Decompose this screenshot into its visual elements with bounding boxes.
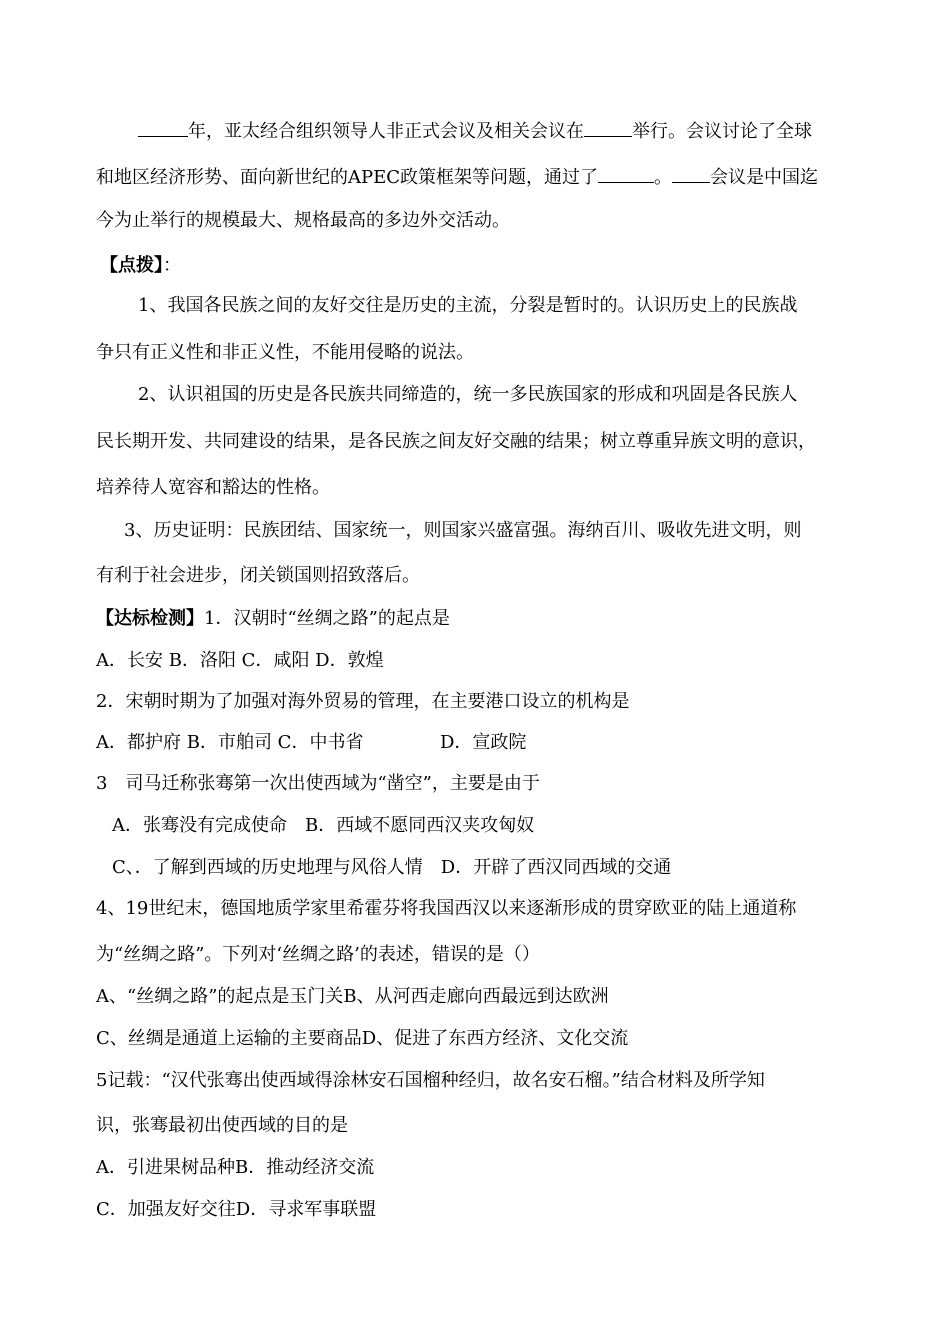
dianbo-heading: 【点拨】 xyxy=(100,255,163,276)
question-1: 1．汉朝时“丝绸之路”的起点是 xyxy=(204,608,450,629)
q1-options: A．长安 B．洛阳 C．咸阳 D．敦煌 xyxy=(96,650,384,671)
intro-text: 。 xyxy=(654,167,673,188)
q3-options-ab: A．张骞没有完成使命 B．西域不愿同西汉夹攻匈奴 xyxy=(112,815,535,836)
intro-line-3: 今为止举行的规模最大、规格最高的多边外交活动。 xyxy=(96,210,510,231)
q2-option-d: D．宣政院 xyxy=(440,732,527,753)
question-5-line-1: 5记载：“汉代张骞出使西域得涂林安石国榴种经归，故名安石榴。”结合材料及所学知 xyxy=(96,1070,765,1091)
question-4-line-1: 4、19世纪末，德国地质学家里希霍芬将我国西汉以来逐渐形成的贯穿欧亚的陆上通道称 xyxy=(96,898,797,919)
intro-text: 和地区经济形势、面向新世纪的APEC政策框架等问题，通过了 xyxy=(96,167,599,188)
question-5-line-2: 识，张骞最初出使西域的目的是 xyxy=(96,1115,348,1136)
dianbo-point-2-line-1: 2、认识祖国的历史是各民族共同缔造的，统一多民族国家的形成和巩固是各民族人 xyxy=(138,384,798,405)
question-3: 3 司马迁称张骞第一次出使西域为“凿空”，主要是由于 xyxy=(96,773,540,794)
intro-text: 举行。会议讨论了全球 xyxy=(632,121,812,142)
q5-options-cd: C．加强友好交往D．寻求军事联盟 xyxy=(96,1199,377,1220)
dianbo-point-2-line-3: 培养待人宽容和豁达的性格。 xyxy=(96,477,330,498)
q5-options-ab: A．引进果树品种B．推动经济交流 xyxy=(96,1157,375,1178)
q1-line xyxy=(96,608,450,630)
blank-document xyxy=(598,164,654,183)
intro-line-2 xyxy=(96,164,818,189)
dianbo-point-1-line-2: 争只有正义性和非正义性，不能用侵略的说法。 xyxy=(96,342,474,363)
blank-location xyxy=(584,118,632,137)
blank-meeting xyxy=(672,164,710,183)
dianbo-point-1-line-1: 1、我国各民族之间的友好交往是历史的主流，分裂是暂时的。认识历史上的民族战 xyxy=(138,295,798,316)
q3-options-cd: C、．了解到西域的历史地理与风俗人情 D．开辟了西汉同西域的交通 xyxy=(112,857,672,878)
dianbo-heading-line xyxy=(100,255,181,277)
intro-text: 会议是中国迄 xyxy=(710,167,819,188)
intro-text: 年，亚太经合组织领导人非正式会议及相关会议在 xyxy=(188,121,584,142)
q4-options-ab: A、“丝绸之路”的起点是玉门关B、从河西走廊向西最远到达欧洲 xyxy=(96,986,609,1007)
dianbo-point-3-line-2: 有利于社会进步，闭关锁国则招致落后。 xyxy=(96,565,420,586)
dianbo-point-3-line-1: 3、历史证明：民族团结、国家统一，则国家兴盛富强。海纳百川、吸收先进文明，则 xyxy=(124,520,802,541)
dabiao-heading: 【达标检测】 xyxy=(96,608,204,629)
q4-options-cd: C、丝绸是通道上运输的主要商品D、促进了东西方经济、文化交流 xyxy=(96,1028,629,1049)
dianbo-point-2-line-2: 民长期开发、共同建设的结果，是各民族之间友好交融的结果；树立尊重异族文明的意识， xyxy=(96,431,816,452)
intro-line-1 xyxy=(138,118,812,143)
question-4-line-2: 为“丝绸之路”。下列对‘丝绸之路’的表述，错误的是（） xyxy=(96,944,540,965)
question-2: 2．宋朝时期为了加强对海外贸易的管理，在主要港口设立的机构是 xyxy=(96,691,630,712)
blank-year xyxy=(138,118,188,137)
dianbo-colon: ： xyxy=(163,255,181,276)
q2-options-abc: A．都护府 B．市舶司 C．中书省 xyxy=(96,732,364,753)
